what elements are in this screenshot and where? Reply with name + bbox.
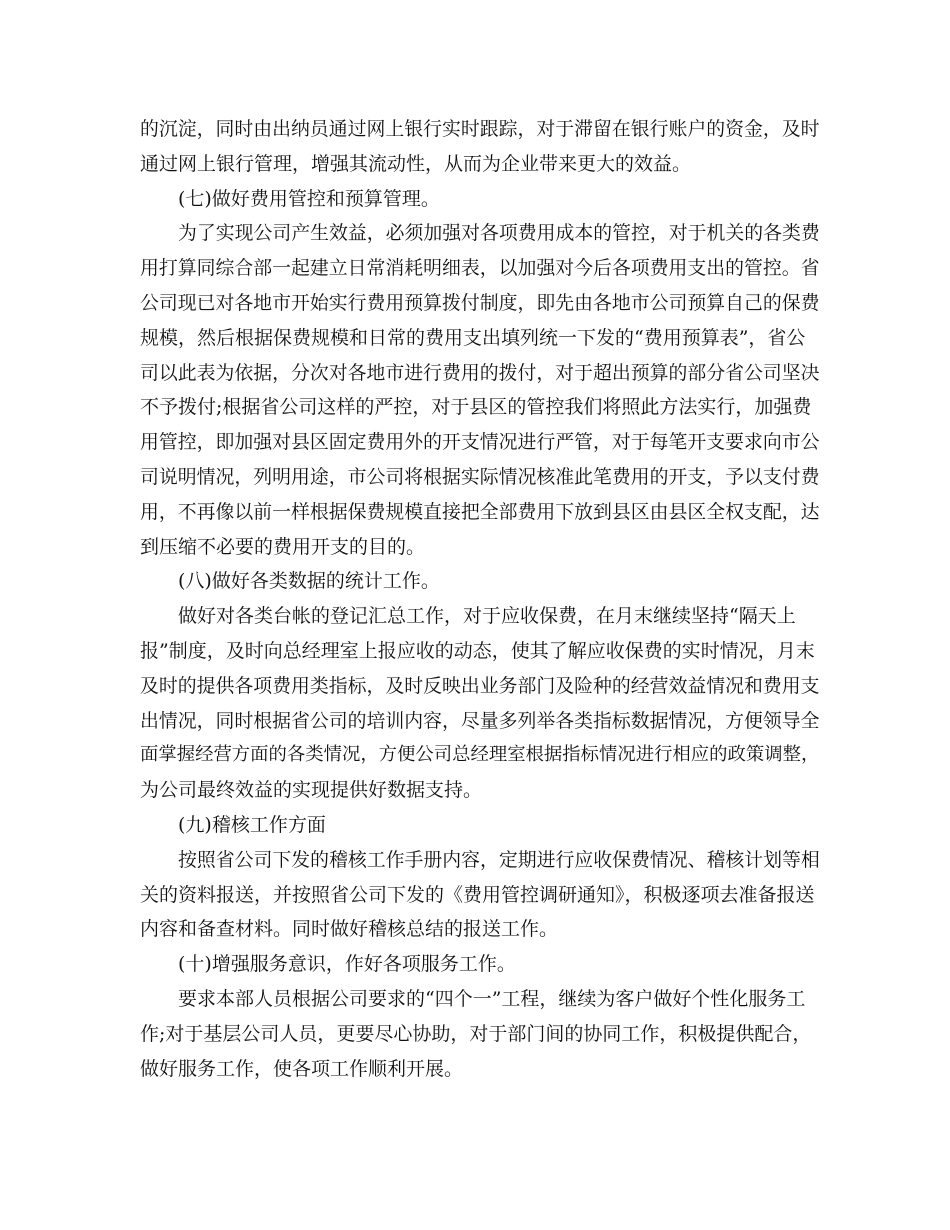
text-line: 的沉淀，同时由出纳员通过网上银行实时跟踪，对于滞留在银行账户的资金，及时 bbox=[140, 118, 820, 140]
text-line: 用管控，即加强对县区固定费用外的开支情况进行严管，对于每笔开支要求向市公 bbox=[140, 431, 820, 454]
paragraph-first-line: 做好对各类台帐的登记汇总工作，对于应收保费，在月末继续坚持“隔天上 bbox=[178, 605, 796, 628]
text-line: 出情况，同时根据省公司的培训内容，尽量多列举各类指标数据情况，方便领导全 bbox=[140, 709, 820, 732]
text-line: 到压缩不必要的费用开支的目的。 bbox=[140, 535, 426, 558]
paragraph-first-line: (七)做好费用管控和预算管理。 bbox=[178, 187, 440, 210]
paragraph-first-line: 要求本部人员根据公司要求的“四个一”工程，继续为客户做好个性化服务工 bbox=[178, 987, 806, 1010]
paragraph-first-line: (九)稽核工作方面 bbox=[178, 813, 326, 836]
paragraph-first-line: (八)做好各类数据的统计工作。 bbox=[178, 570, 440, 593]
text-line: 司以此表为依据，分次对各地市进行费用的拨付，对于超出预算的部分省公司坚决 bbox=[140, 361, 820, 384]
text-line: 作;对于基层公司人员，更要尽心协助，对于部门间的协同工作，积极提供配合， bbox=[140, 1022, 812, 1045]
text-line: 内容和备查材料。同时做好稽核总结的报送工作。 bbox=[140, 918, 559, 941]
text-line: 司说明情况，列明用途，市公司将根据实际情况核准此笔费用的开支，予以支付费 bbox=[140, 465, 820, 488]
text-line: 规模，然后根据保费规模和日常的费用支出填列统一下发的“费用预算表”，省公 bbox=[140, 326, 806, 349]
text-line: 做好服务工作，使各项工作顺利开展。 bbox=[140, 1057, 464, 1080]
text-line: 通过网上银行管理，增强其流动性，从而为企业带来更大的效益。 bbox=[140, 152, 692, 175]
text-line: 为公司最终效益的实现提供好数据支持。 bbox=[140, 779, 483, 802]
text-line: 不予拨付;根据省公司这样的严控，对于县区的管控我们将照此方法实行，加强费 bbox=[140, 396, 812, 419]
text-line: 面掌握经营方面的各类情况，方便公司总经理室根据指标情况进行相应的政策调整， bbox=[140, 744, 820, 766]
text-line: 公司现已对各地市开始实行费用预算拨付制度，即先由各地市公司预算自己的保费 bbox=[140, 291, 820, 314]
text-line: 用，不再像以前一样根据保费规模直接把全部费用下放到县区由县区全权支配，达 bbox=[140, 500, 820, 523]
text-line: 关的资料报送，并按照省公司下发的《费用管控调研通知》，积极逐项去准备报送 bbox=[140, 883, 815, 906]
paragraph-first-line: 为了实现公司产生效益，必须加强对各项费用成本的管控，对于机关的各类费 bbox=[178, 222, 820, 245]
text-line: 用打算同综合部一起建立日常消耗明细表，以加强对今后各项费用支出的管控。省 bbox=[140, 257, 820, 280]
text-line: 及时的提供各项费用类指标，及时反映出业务部门及险种的经营效益情况和费用支 bbox=[140, 674, 820, 697]
text-line: 报”制度，及时向总经理室上报应收的动态，使其了解应收保费的实时情况，月末 bbox=[140, 639, 815, 662]
paragraph-first-line: 按照省公司下发的稽核工作手册内容，定期进行应收保费情况、稽核计划等相 bbox=[178, 848, 820, 871]
paragraph-first-line: (十)增强服务意识，作好各项服务工作。 bbox=[178, 953, 516, 976]
document-body bbox=[140, 112, 820, 1086]
